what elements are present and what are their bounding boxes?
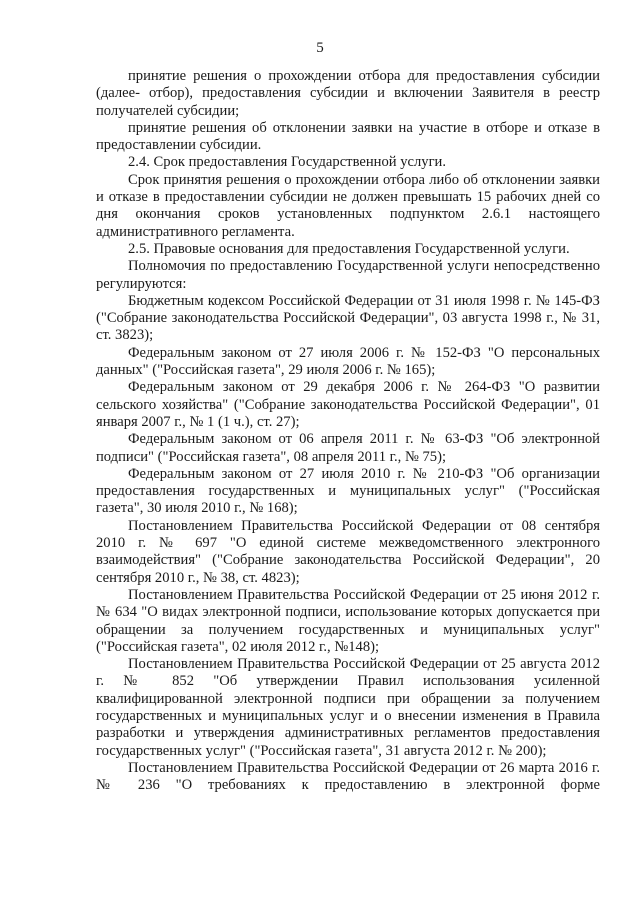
legal-basis-resolution-852: Постановлением Правительства Российской Федерации от 25 августа 2012 г. № 852 "Об утверждении Правил использования усиленной квалифицированной электронной подписи при обращении за получением государственных и муниципальных услуг и о внесении изменения в Правила разработки и утверждения административных регламентов предоставления государственных услуг" ("Российская газета", 31 августа 2012 г. № 200); (96, 656, 600, 759)
legal-basis-resolution-236: Постановлением Правительства Российской Федерации от 26 марта 2016 г. № 236 "О требованиях к предоставлению в электронной форме (96, 759, 600, 794)
paragraph-decision-rejection: принятие решения об отклонении заявки на участие в отборе и отказе в предоставлении субсидии. (96, 119, 600, 154)
section-heading-2-5: 2.5. Правовые основания для предоставления Государственной услуги. (128, 240, 570, 257)
page-number: 5 (316, 40, 324, 56)
document-body (96, 68, 600, 794)
section-heading-2-4: 2.4. Срок предоставления Государственной услуги. (128, 154, 447, 171)
legal-basis-budget-code: Бюджетным кодексом Российской Федерации от 31 июля 1998 г. № 145-ФЗ ("Собрание законодательства Российской Федерации", 03 августа 1998 г., № 31, ст. 3823); (96, 292, 600, 344)
legal-basis-law-152: Федеральным законом от 27 июля 2006 г. № 152-ФЗ "О персональных данных" ("Российская газета", 29 июля 2006 г. № 165); (96, 344, 600, 379)
legal-basis-law-210: Федеральным законом от 27 июля 2010 г. № 210-ФЗ "Об организации предоставления государственных и муниципальных услуг" ("Российская газета", 30 июля 2010 г., № 168); (96, 465, 600, 517)
paragraph-decision-selection: принятие решения о прохождении отбора для предоставления субсидии (далее- отбор), предоставления субсидии и включении Заявителя в реестр получателей субсидии; (96, 68, 600, 119)
legal-basis-law-63: Федеральным законом от 06 апреля 2011 г. № 63-ФЗ "Об электронной подписи" ("Российская газета", 08 апреля 2011 г., № 75); (96, 431, 600, 465)
paragraph-decision-term: Срок принятия решения о прохождении отбора либо об отклонении заявки и отказе в предоставлении субсидии не должен превышать 15 рабочих дней со дня окончания сроков установленных подпунктом 2.6.1 настоящего административного регламента. (96, 171, 600, 240)
legal-basis-law-264: Федеральным законом от 29 декабря 2006 г. № 264-ФЗ "О развитии сельского хозяйства" ("Собрание законодательства Российской Федерации", 01 января 2007 г., № 1 (1 ч.), ст. 27); (96, 379, 600, 430)
legal-basis-resolution-634: Постановлением Правительства Российской Федерации от 25 июня 2012 г. № 634 "О видах электронной подписи, использование которых допускается при обращении за получением государственных и муниципальных услуг" ("Российская газета", 02 июля 2012 г., №148); (96, 586, 600, 655)
legal-basis-resolution-697: Постановлением Правительства Российской Федерации от 08 сентября 2010 г. № 697 "О единой системе межведомственного электронного взаимодействия" ("Собрание законодательства Российской Федерации", 20 сентября 2010 г., № 38, ст. 4823); (96, 517, 600, 586)
paragraph-powers-regulated: Полномочия по предоставлению Государственной услуги непосредственно регулируются: (96, 258, 600, 292)
